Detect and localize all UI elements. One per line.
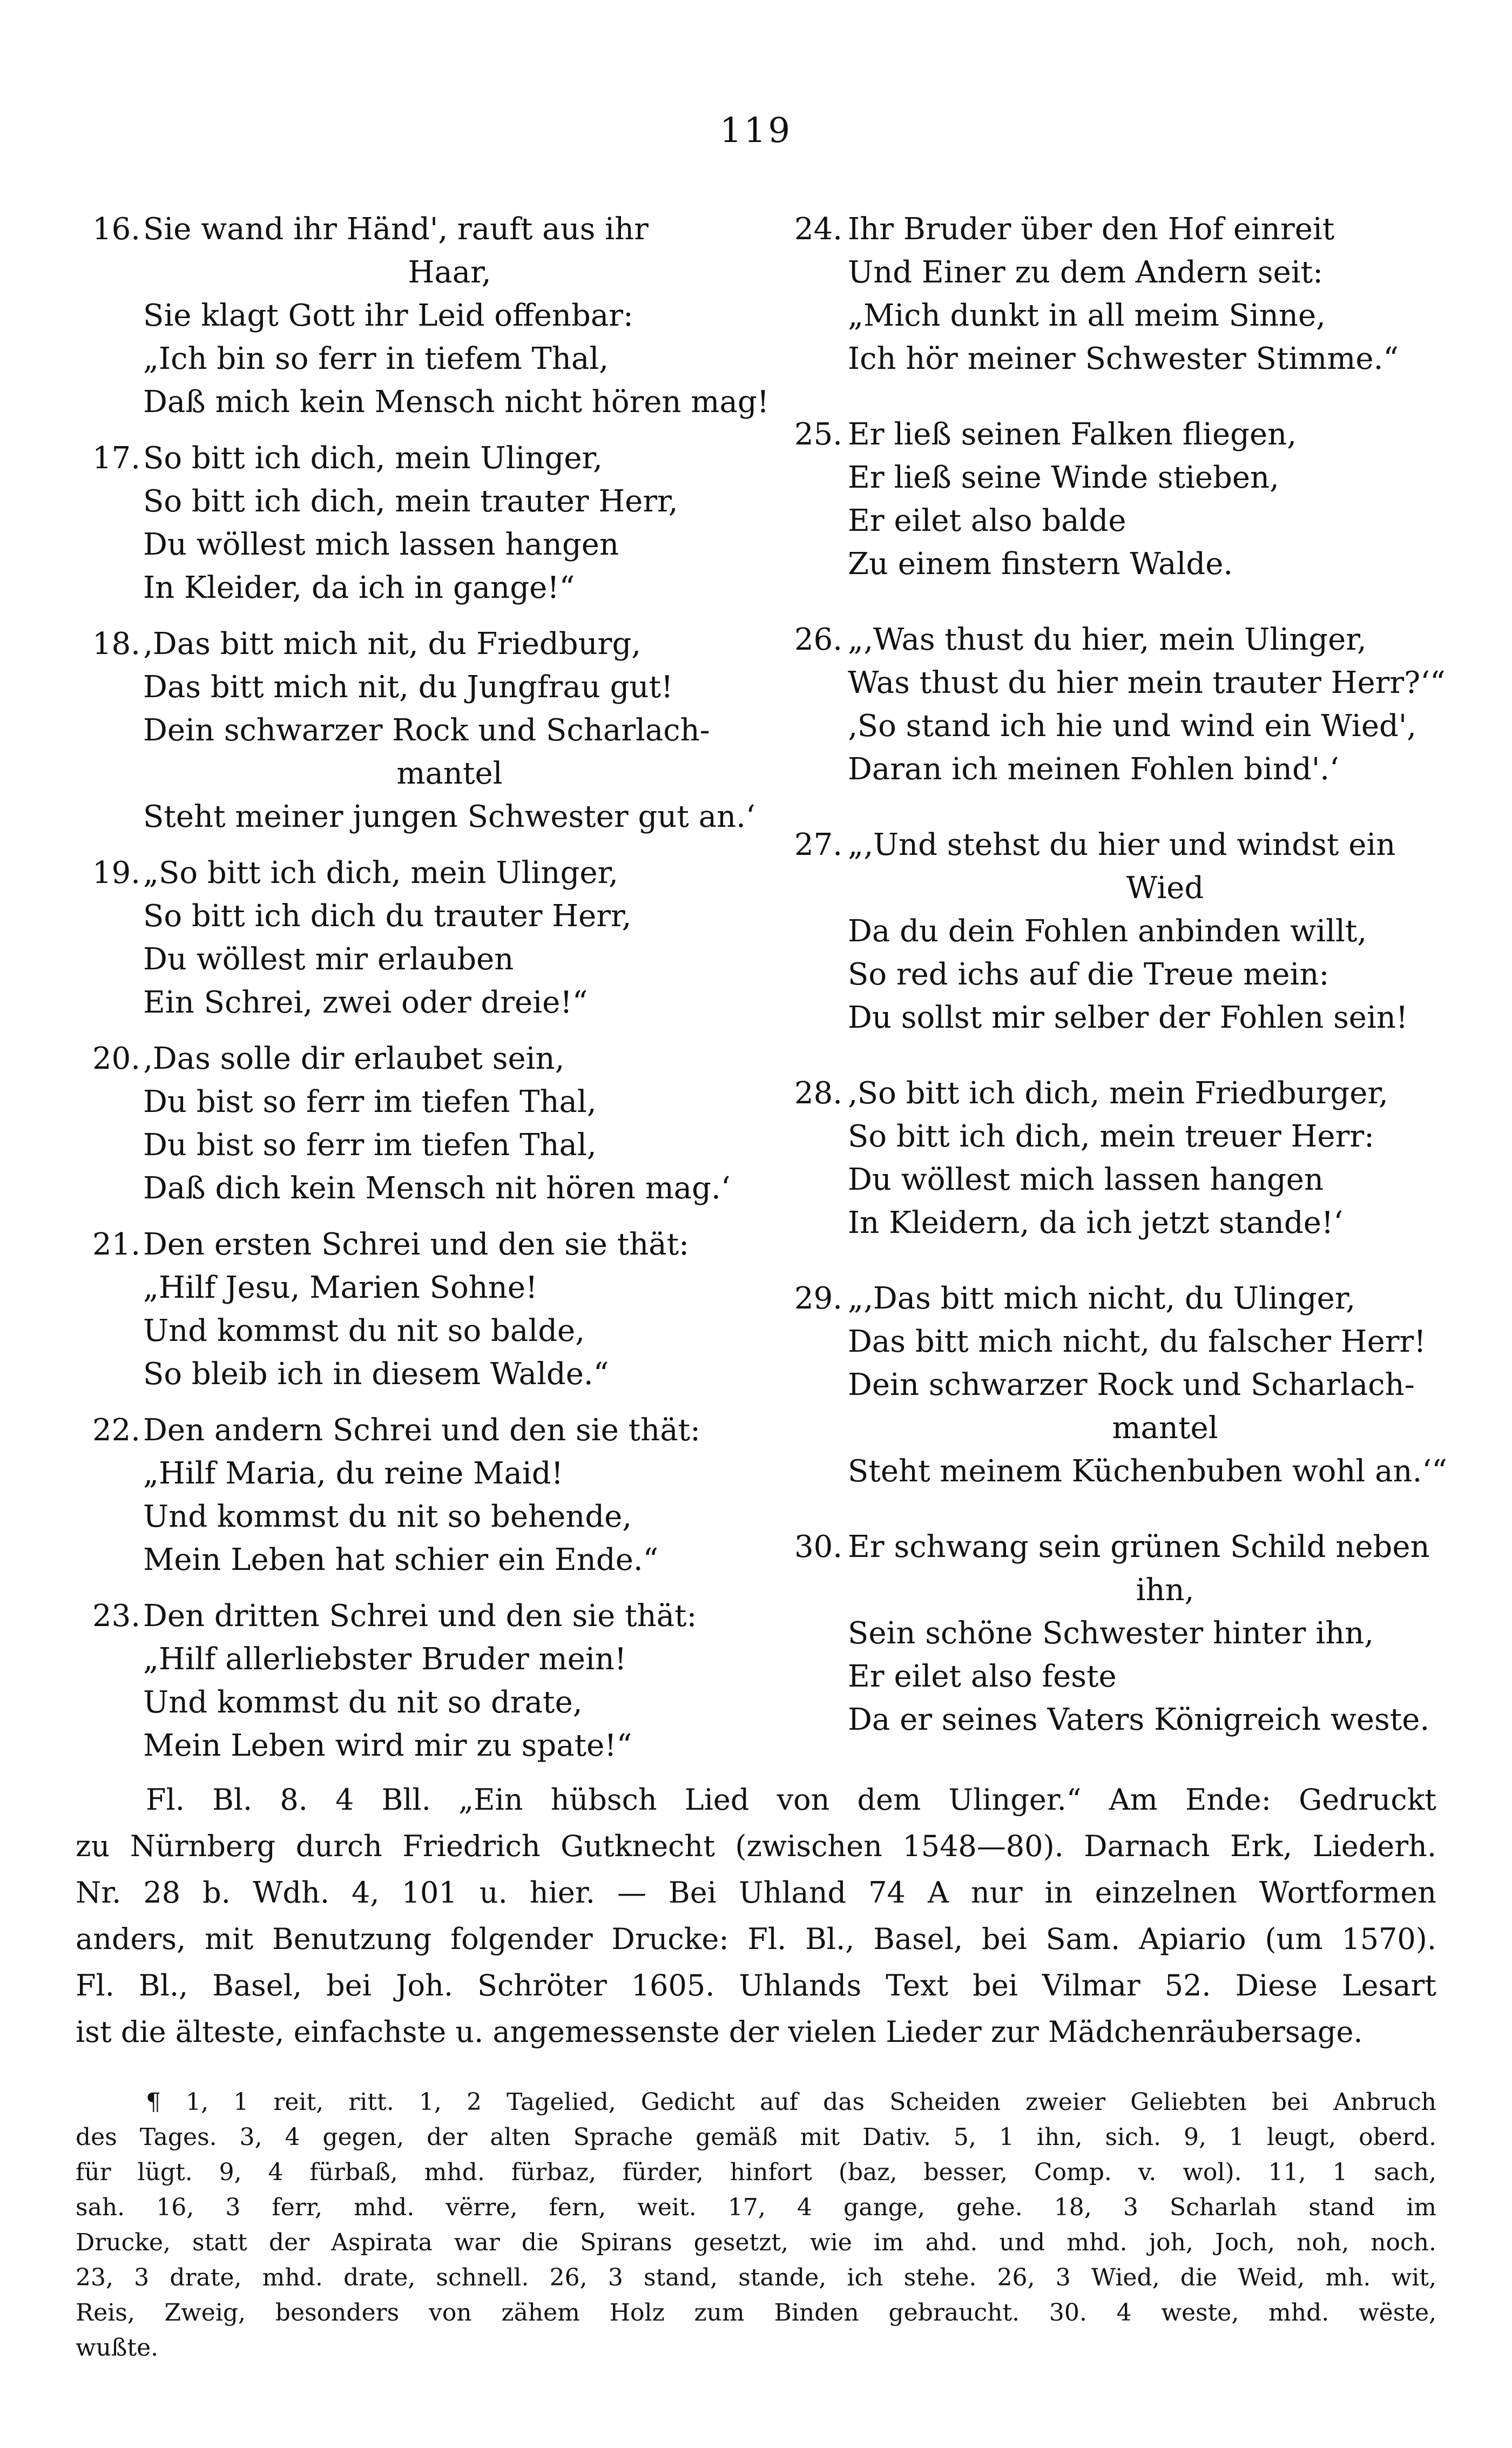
footnotes: [76, 2085, 1436, 2365]
verse-line: ‚So stand ich hie und wind ein Wied',: [848, 709, 1417, 744]
verse-line: Den ersten Schrei und den sie thät:: [143, 1227, 690, 1262]
stanza-27: [780, 824, 1482, 1040]
stanza-number: 23.: [92, 1599, 140, 1634]
verse-line: So bitt ich dich, mein Ulinger,: [143, 441, 603, 476]
left-column: [76, 208, 770, 1781]
verse-line: Er eilet also feste: [848, 1659, 1117, 1694]
verse-line: Und kommst du nit so behende,: [143, 1499, 632, 1534]
verse-line: Und kommst du nit so balde,: [143, 1313, 585, 1348]
verse-line: Steht meiner jungen Schwester gut an.‘: [143, 799, 755, 834]
stanza-23: [76, 1595, 756, 1768]
right-column: [780, 208, 1482, 1774]
stanza-19: [76, 852, 756, 1024]
verse-line: ‚So bitt ich dich, mein Friedburger,: [848, 1076, 1388, 1111]
footnote-line: wußte.: [76, 2334, 159, 2362]
verse-line: So bleib ich in diesem Walde.“: [143, 1357, 609, 1392]
verse-line: So red ichs auf die Treue mein:: [848, 957, 1329, 992]
footnote-line: sah. 16, 3 ferr, mhd. vërre, fern, weit. 17, 4 gange, gehe. 18, 3 Scharlah stand im: [76, 2194, 1436, 2221]
stanza-16: [76, 208, 770, 424]
verse-line: „So bitt ich dich, mein Ulinger,: [143, 855, 618, 891]
stanza-28: [780, 1072, 1482, 1245]
verse-line: So bitt ich dich, mein treuer Herr:: [848, 1119, 1374, 1154]
verse-line: Und Einer zu dem Andern seit:: [848, 255, 1324, 290]
stanza-number: 16.: [92, 212, 140, 247]
verse-line: ihn,: [1136, 1573, 1194, 1608]
verse-line: Daß mich kein Mensch nicht hören mag!: [143, 385, 770, 420]
stanza-29: [780, 1277, 1482, 1493]
footnote-line: ¶ 1, 1 reit, ritt. 1, 2 Tagelied, Gedicht auf das Scheiden zweier Geliebten bei Anbruch: [146, 2088, 1436, 2116]
verse-line: Haar,: [408, 255, 491, 290]
verse-line: „Hilf Maria, du reine Maid!: [143, 1456, 564, 1491]
verse-line: Zu einem finstern Walde.: [848, 547, 1233, 582]
stanza-22: [76, 1409, 756, 1582]
stanza-30: [780, 1526, 1482, 1742]
verse-line: Er ließ seine Winde stieben,: [848, 460, 1279, 495]
verse-line: „Hilf Jesu, Marien Sohne!: [143, 1270, 538, 1305]
verse-line: Du wöllest mich lassen hangen: [848, 1162, 1324, 1197]
verse-line: mantel: [396, 756, 503, 791]
verse-line: Er schwang sein grünen Schild neben: [848, 1529, 1430, 1564]
stanza-number: 30.: [794, 1529, 842, 1564]
source-note-line: Fl. Bl. 8. 4 Bll. „Ein hübsch Lied von dem Ulinger.“ Am Ende: Gedruckt: [146, 1783, 1436, 1817]
verse-line: Das bitt mich nicht, du falscher Herr!: [848, 1324, 1426, 1359]
verse-line: Ihr Bruder über den Hof einreit: [848, 212, 1335, 247]
source-note-line: ist die älteste, einfachste u. angemessenste der vielen Lieder zur Mädchenräubersage.: [76, 2015, 1363, 2049]
verse-line: Mein Leben hat schier ein Ende.“: [143, 1542, 659, 1577]
stanza-number: 22.: [92, 1413, 140, 1448]
verse-line: Du wöllest mir erlauben: [143, 942, 514, 977]
stanza-number: 19.: [92, 855, 140, 891]
footnote-line: Drucke, statt der Aspirata war die Spirans gesetzt, wie im ahd. und mhd. joh, Joch, noh, noch.: [76, 2229, 1436, 2256]
verse-line: ‚Das solle dir erlaubet sein,: [143, 1041, 565, 1076]
verse-line: „Mich dunkt in all meim Sinne,: [848, 298, 1326, 333]
stanza-number: 20.: [92, 1041, 140, 1076]
stanza-number: 24.: [794, 212, 842, 247]
footnote-line: 23, 3 drate, mhd. drate, schnell. 26, 3 stand, stande, ich stehe. 26, 3 Wied, die Weid, mh. wit,: [76, 2264, 1436, 2291]
verse-line: Den andern Schrei und den sie thät:: [143, 1413, 700, 1448]
footnote-line: Reis, Zweig, besonders von zähem Holz zum Binden gebraucht. 30. 4 weste, mhd. wëste,: [76, 2299, 1436, 2326]
source-note-line: Fl. Bl., Basel, bei Joh. Schröter 1605. Uhlands Text bei Vilmar 52. Diese Lesart: [76, 1968, 1436, 2002]
verse-line: Du sollst mir selber der Fohlen sein!: [848, 1000, 1408, 1035]
verse-line: Ich hör meiner Schwester Stimme.“: [848, 341, 1399, 376]
stanza-24: [780, 208, 1482, 381]
verse-line: In Kleider, da ich in gange!“: [143, 570, 575, 605]
footnote-line: des Tages. 3, 4 gegen, der alten Sprache gemäß mit Dativ. 5, 1 ihn, sich. 9, 1 leugt, oberd.: [76, 2123, 1436, 2151]
verse-line: Da du dein Fohlen anbinden willt,: [848, 914, 1367, 949]
footnote-line: für lügt. 9, 4 fürbaß, mhd. fürbaz, fürder, hinfort (baz, besser, Comp. v. wol). 11, 1 sach,: [76, 2159, 1436, 2186]
verse-line: ‚Das bitt mich nit, du Friedburg,: [143, 626, 642, 662]
verse-line: „‚Das bitt mich nicht, du Ulinger,: [848, 1281, 1356, 1316]
verse-line: Was thust du hier mein trauter Herr?‘“: [848, 665, 1446, 700]
stanza-number: 21.: [92, 1227, 140, 1262]
verse-line: So bitt ich dich du trauter Herr,: [143, 899, 632, 934]
verse-line: Sie wand ihr Händ', rauft aus ihr: [143, 212, 649, 247]
stanza-number: 28.: [794, 1076, 842, 1111]
stanza-number: 29.: [794, 1281, 842, 1316]
stanza-17: [76, 437, 756, 610]
verse-line: Den dritten Schrei und den sie thät:: [143, 1599, 697, 1634]
stanza-number: 17.: [92, 441, 140, 476]
stanza-number: 26.: [794, 622, 842, 657]
verse-line: Sein schöne Schwester hinter ihn,: [848, 1616, 1374, 1651]
verse-line: Du bist so ferr im tiefen Thal,: [143, 1084, 597, 1120]
verse-line: Dein schwarzer Rock und Scharlach-: [848, 1367, 1415, 1402]
verse-line: Sie klagt Gott ihr Leid offenbar:: [143, 298, 633, 333]
verse-line: Er eilet also balde: [848, 503, 1126, 538]
verse-line: Daß dich kein Mensch nit hören mag.‘: [143, 1171, 731, 1206]
verse-line: „‚Was thust du hier, mein Ulinger,: [848, 622, 1367, 657]
verse-line: Mein Leben wird mir zu spate!“: [143, 1728, 632, 1763]
verse-line: Du wöllest mich lassen hangen: [143, 527, 619, 562]
verse-line: Er ließ seinen Falken fliegen,: [848, 417, 1297, 452]
source-note: [76, 1777, 1436, 2055]
verse-line: Und kommst du nit so drate,: [143, 1685, 583, 1720]
source-note-line: anders, mit Benutzung folgender Drucke: Fl. Bl., Basel, bei Sam. Apiario (um 1570).: [76, 1922, 1436, 1956]
verse-line: mantel: [1112, 1411, 1218, 1446]
stanza-21: [76, 1223, 756, 1396]
verse-line: Du bist so ferr im tiefen Thal,: [143, 1128, 597, 1163]
verse-line: Da er seines Vaters Königreich weste.: [848, 1702, 1430, 1737]
source-note-line: Nr. 28 b. Wdh. 4, 101 u. hier. — Bei Uhland 74 A nur in einzelnen Wortformen: [76, 1876, 1436, 1910]
verse-line: „Hilf allerliebster Bruder mein!: [143, 1642, 627, 1677]
verse-line: So bitt ich dich, mein trauter Herr,: [143, 484, 678, 519]
verse-line: Dein schwarzer Rock und Scharlach-: [143, 713, 710, 748]
stanza-18: [76, 623, 756, 839]
stanza-number: 25.: [794, 417, 842, 452]
verse-line: „Ich bin so ferr in tiefem Thal,: [143, 341, 609, 376]
verse-line: In Kleidern, da ich jetzt stande!‘: [848, 1205, 1344, 1240]
verse-line: Ein Schrei, zwei oder dreie!“: [143, 985, 588, 1020]
stanza-number: 27.: [794, 827, 842, 862]
verse-line: Daran ich meinen Fohlen bind'.‘: [848, 752, 1339, 787]
verse-line: „‚Und stehst du hier und windst ein: [848, 827, 1396, 862]
page-number: 119: [719, 111, 793, 151]
verse-line: Steht meinem Küchenbuben wohl an.‘“: [848, 1454, 1447, 1489]
verse-line: Das bitt mich nit, du Jungfrau gut!: [143, 670, 673, 705]
verse-line: Wied: [1126, 871, 1204, 906]
stanza-number: 18.: [92, 626, 140, 662]
source-note-line: zu Nürnberg durch Friedrich Gutknecht (zwischen 1548—80). Darnach Erk, Liederh.: [76, 1829, 1436, 1863]
stanza-26: [780, 618, 1482, 791]
stanza-25: [780, 413, 1482, 586]
stanza-20: [76, 1037, 756, 1210]
